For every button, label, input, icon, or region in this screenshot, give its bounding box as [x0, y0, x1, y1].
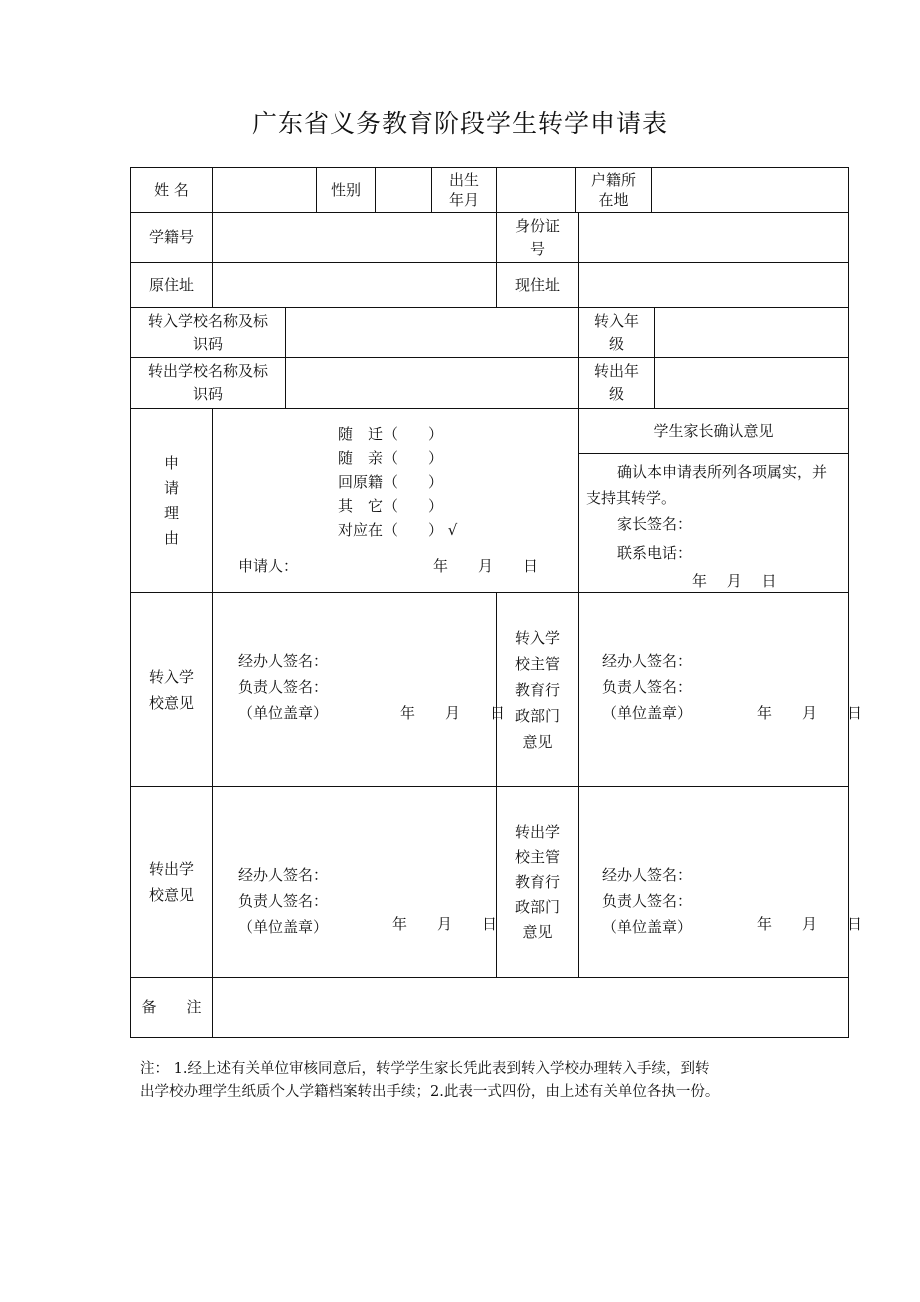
- out-school-field[interactable]: [286, 358, 578, 408]
- hukou-label: [576, 168, 651, 212]
- reason-label-char: 由: [163, 528, 179, 547]
- out-grade-field[interactable]: [655, 358, 848, 408]
- reason-label-char: 请: [163, 478, 179, 497]
- footnote: [140, 1058, 800, 1104]
- leader-signature-label[interactable]: 负责人签名：: [238, 678, 329, 696]
- in-school-sign-block: [238, 648, 328, 726]
- handler-signature-label[interactable]: 经办人签名：: [602, 652, 693, 670]
- out-dept-date: 年 月 日: [757, 915, 863, 933]
- unit-seal-label: （单位盖章）: [602, 918, 693, 936]
- reason-option-move-with-family[interactable]: 随 迁（ ）: [338, 425, 444, 443]
- unit-seal-label: （单位盖章）: [602, 704, 693, 722]
- name-label: 姓 名: [154, 180, 189, 199]
- reason-option-return-hometown[interactable]: 回原籍（ ）: [338, 473, 444, 491]
- parent-phone-label[interactable]: 联系电话：: [617, 544, 693, 562]
- new-address-label: 现住址: [514, 275, 560, 294]
- applicant-label: 申请人：: [238, 557, 299, 575]
- remarks-label: 备 注: [141, 998, 202, 1016]
- idcard-label: [497, 213, 578, 262]
- leader-signature-label[interactable]: 负责人签名：: [602, 892, 693, 910]
- out-school-label-line1: 转出学校名称及标: [147, 362, 268, 380]
- new-address-field[interactable]: [579, 263, 848, 307]
- birth-label-line2: 年月: [448, 191, 479, 209]
- reason-option-other[interactable]: 其 它（ ）: [338, 497, 444, 515]
- gender-label: 性别: [330, 180, 361, 199]
- parent-text-line2: 支持其转学。: [586, 489, 677, 507]
- reason-options: [338, 422, 457, 542]
- xueji-label: 学籍号: [148, 228, 194, 246]
- in-school-label-line1: 转入学校名称及标: [147, 311, 268, 330]
- out-school-sign-block: [238, 862, 328, 940]
- handler-signature-label[interactable]: 经办人签名：: [238, 866, 329, 884]
- hukou-label-line2: 在地: [598, 191, 629, 209]
- parent-heading: 学生家长确认意见: [653, 421, 774, 440]
- in-opinion-label: [131, 593, 212, 786]
- birth-label-line1: 出生: [448, 171, 479, 189]
- out-grade-label-line1: 转出年: [593, 362, 639, 380]
- xueji-field[interactable]: [213, 213, 496, 262]
- birth-label: [432, 168, 496, 212]
- in-grade-field[interactable]: [655, 308, 848, 357]
- gender-field[interactable]: [376, 168, 431, 212]
- reason-label-char: 申: [163, 453, 179, 472]
- out-school-label: [131, 358, 285, 408]
- hukou-field[interactable]: [652, 168, 848, 212]
- reason-option-corresponding[interactable]: 对应在（ ） √: [338, 521, 458, 539]
- out-dept-label: 转出学 校主管 教育行 政部门 意见: [514, 822, 560, 941]
- in-opinion-label-line2: 校意见: [148, 693, 194, 712]
- in-grade-label: [579, 308, 654, 357]
- idcard-label-line2: 号: [529, 239, 545, 258]
- idcard-label-line1: 身份证: [514, 216, 560, 235]
- parent-text-line1: 确认本申请表所列各项属实，并: [617, 463, 828, 481]
- remarks-field[interactable]: [213, 978, 848, 1037]
- out-grade-label-line2: 级: [608, 385, 624, 403]
- check-mark-icon: √: [447, 521, 458, 539]
- name-field[interactable]: [213, 168, 316, 212]
- out-dept-sign-block: [602, 862, 692, 940]
- in-grade-label-line1: 转入年: [593, 311, 639, 330]
- leader-signature-label[interactable]: 负责人签名：: [238, 892, 329, 910]
- in-school-field[interactable]: [286, 308, 578, 357]
- form-title: 广东省义务教育阶段学生转学申请表: [251, 109, 668, 138]
- out-opinion-label-line2: 校意见: [148, 886, 194, 904]
- hukou-label-line1: 户籍所: [590, 171, 636, 189]
- handler-signature-label[interactable]: 经办人签名：: [238, 652, 329, 670]
- in-school-date: 年 月 日: [400, 704, 506, 722]
- birth-field[interactable]: [497, 168, 575, 212]
- footnote-line2: 出学校办理学生纸质个人学籍档案转出手续；2.此表一式四份，由上述有关单位各执一份。: [140, 1084, 720, 1100]
- in-school-label-line2: 识码: [192, 334, 223, 353]
- in-dept-label: 转入学 校主管 教育行 政部门 意见: [514, 628, 560, 751]
- reason-label-char: 理: [163, 503, 179, 522]
- in-dept-sign-block: [602, 648, 692, 726]
- old-address-label: 原住址: [148, 275, 194, 294]
- handler-signature-label[interactable]: 经办人签名：: [602, 866, 693, 884]
- out-opinion-label: [131, 787, 212, 977]
- unit-seal-label: （单位盖章）: [238, 918, 329, 936]
- in-opinion-label-line1: 转入学: [148, 667, 194, 686]
- applicant-date: 年 月 日: [433, 557, 539, 575]
- in-school-label: [131, 308, 285, 357]
- idcard-field[interactable]: [579, 213, 848, 262]
- leader-signature-label[interactable]: 负责人签名：: [602, 678, 693, 696]
- footnote-line1: 注： 1.经上述有关单位审核同意后，转学学生家长凭此表到转入学校办理转入手续，到转: [140, 1061, 710, 1077]
- parent-signature-label[interactable]: 家长签名：: [617, 515, 693, 533]
- old-address-field[interactable]: [213, 263, 496, 307]
- reason-option-relatives[interactable]: 随 亲（ ）: [338, 449, 444, 467]
- out-grade-label: [579, 358, 654, 408]
- reason-label: [131, 409, 212, 592]
- in-dept-date: 年 月 日: [757, 704, 863, 722]
- out-school-label-line2: 识码: [192, 385, 223, 403]
- parent-date: 年 月 日: [692, 572, 777, 590]
- out-school-date: 年 月 日: [392, 915, 498, 933]
- unit-seal-label: （单位盖章）: [238, 704, 329, 722]
- out-opinion-label-line1: 转出学: [148, 860, 194, 878]
- in-grade-label-line2: 级: [608, 334, 624, 353]
